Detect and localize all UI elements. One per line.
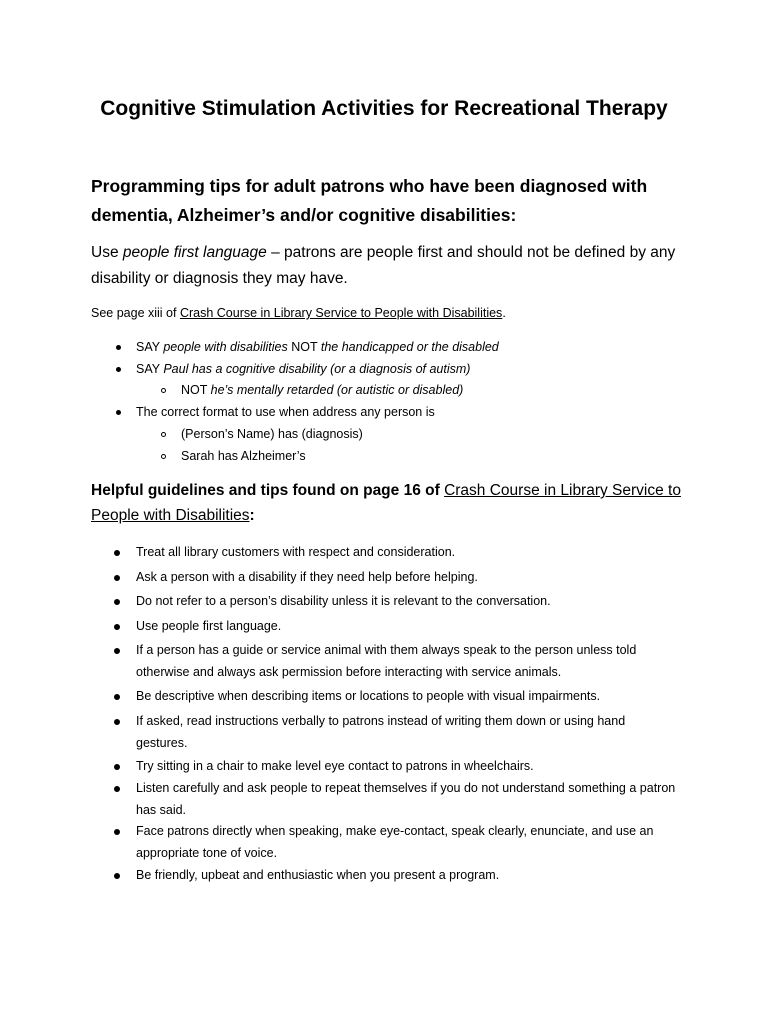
bullet-icon <box>116 367 121 372</box>
bullet-icon <box>114 550 120 556</box>
list-subitem: NOT he’s mentally retarded (or autistic or disabled) <box>181 383 464 397</box>
see-page-line <box>91 304 691 322</box>
bullet-icon <box>114 786 120 792</box>
bullet-icon <box>114 764 120 770</box>
list-item: Do not refer to a person’s disability unless it is relevant to the conversation. <box>136 594 551 608</box>
circle-bullet-icon <box>161 432 166 437</box>
bullet-icon <box>114 599 120 605</box>
circle-bullet-icon <box>161 454 166 459</box>
intro-paragraph <box>91 240 691 292</box>
bullet-icon <box>116 345 121 350</box>
list-item: The correct format to use when address any person is <box>136 405 435 419</box>
bullet-icon <box>114 694 120 700</box>
list-item: Treat all library customers with respect and consideration. <box>136 545 456 559</box>
page-title: Cognitive Stimulation Activities for Recreational Therapy <box>100 97 668 120</box>
guidelines-heading: Helpful guidelines and tips found on page 16 of Crash Course in Library Service to People with Disabilities: <box>91 482 681 524</box>
list-item: Ask a person with a disability if they need help before helping. <box>136 570 478 584</box>
list-item: Be descriptive when describing items or locations to people with visual impairments. <box>136 689 601 703</box>
bullet-icon <box>114 829 120 835</box>
see-page-suffix: . <box>502 306 506 320</box>
bullet-icon <box>114 873 120 879</box>
bullet-icon <box>114 575 120 581</box>
intro-dash: – <box>266 244 285 261</box>
list-item: If asked, read instructions verbally to patrons instead of writing them down or using hand gestures. <box>136 714 626 750</box>
list-item: SAY people with disabilities NOT the handicapped or the disabled <box>136 340 499 354</box>
book-link-2[interactable]: Crash Course in Library Service to People with Disabilities <box>91 482 681 524</box>
subtitle: Programming tips for adult patrons who have been diagnosed with dementia, Alzheimer’s and/or cognitive disabilities: <box>91 176 648 225</box>
list-item: Be friendly, upbeat and enthusiastic when you present a program. <box>136 868 500 882</box>
circle-bullet-icon <box>161 388 166 393</box>
intro-italic: people first language <box>122 244 267 261</box>
bullet-icon <box>114 648 120 654</box>
list-item: Face patrons directly when speaking, make eye-contact, speak clearly, enunciate, and use an appropriate tone of voice. <box>136 824 654 860</box>
list-item: If a person has a guide or service animal with them always speak to the person unless told otherwise and always ask permission before interacting with service animals. <box>136 643 637 679</box>
bullet-icon <box>116 410 121 415</box>
list-subitem: Sarah has Alzheimer’s <box>181 449 306 463</box>
list-item: Try sitting in a chair to make level eye contact to patrons in wheelchairs. <box>136 759 534 773</box>
list-item: Use people first language. <box>136 619 282 633</box>
list-subitem: (Person’s Name) has (diagnosis) <box>181 427 363 441</box>
bullet-icon <box>114 624 120 630</box>
intro-lead: Use <box>91 244 123 261</box>
list-item: Listen carefully and ask people to repeat themselves if you do not understand something a patron has said. <box>136 781 676 817</box>
book-link[interactable]: Crash Course in Library Service to People with Disabilities <box>179 306 503 320</box>
bullet-icon <box>114 719 120 725</box>
list-item: SAY Paul has a cognitive disability (or a diagnosis of autism) <box>136 362 471 376</box>
see-page-prefix: See page xiii of <box>91 306 180 320</box>
intro-rest: patrons are people first and should not be defined by any disability or diagnosis they may have. <box>91 244 676 287</box>
